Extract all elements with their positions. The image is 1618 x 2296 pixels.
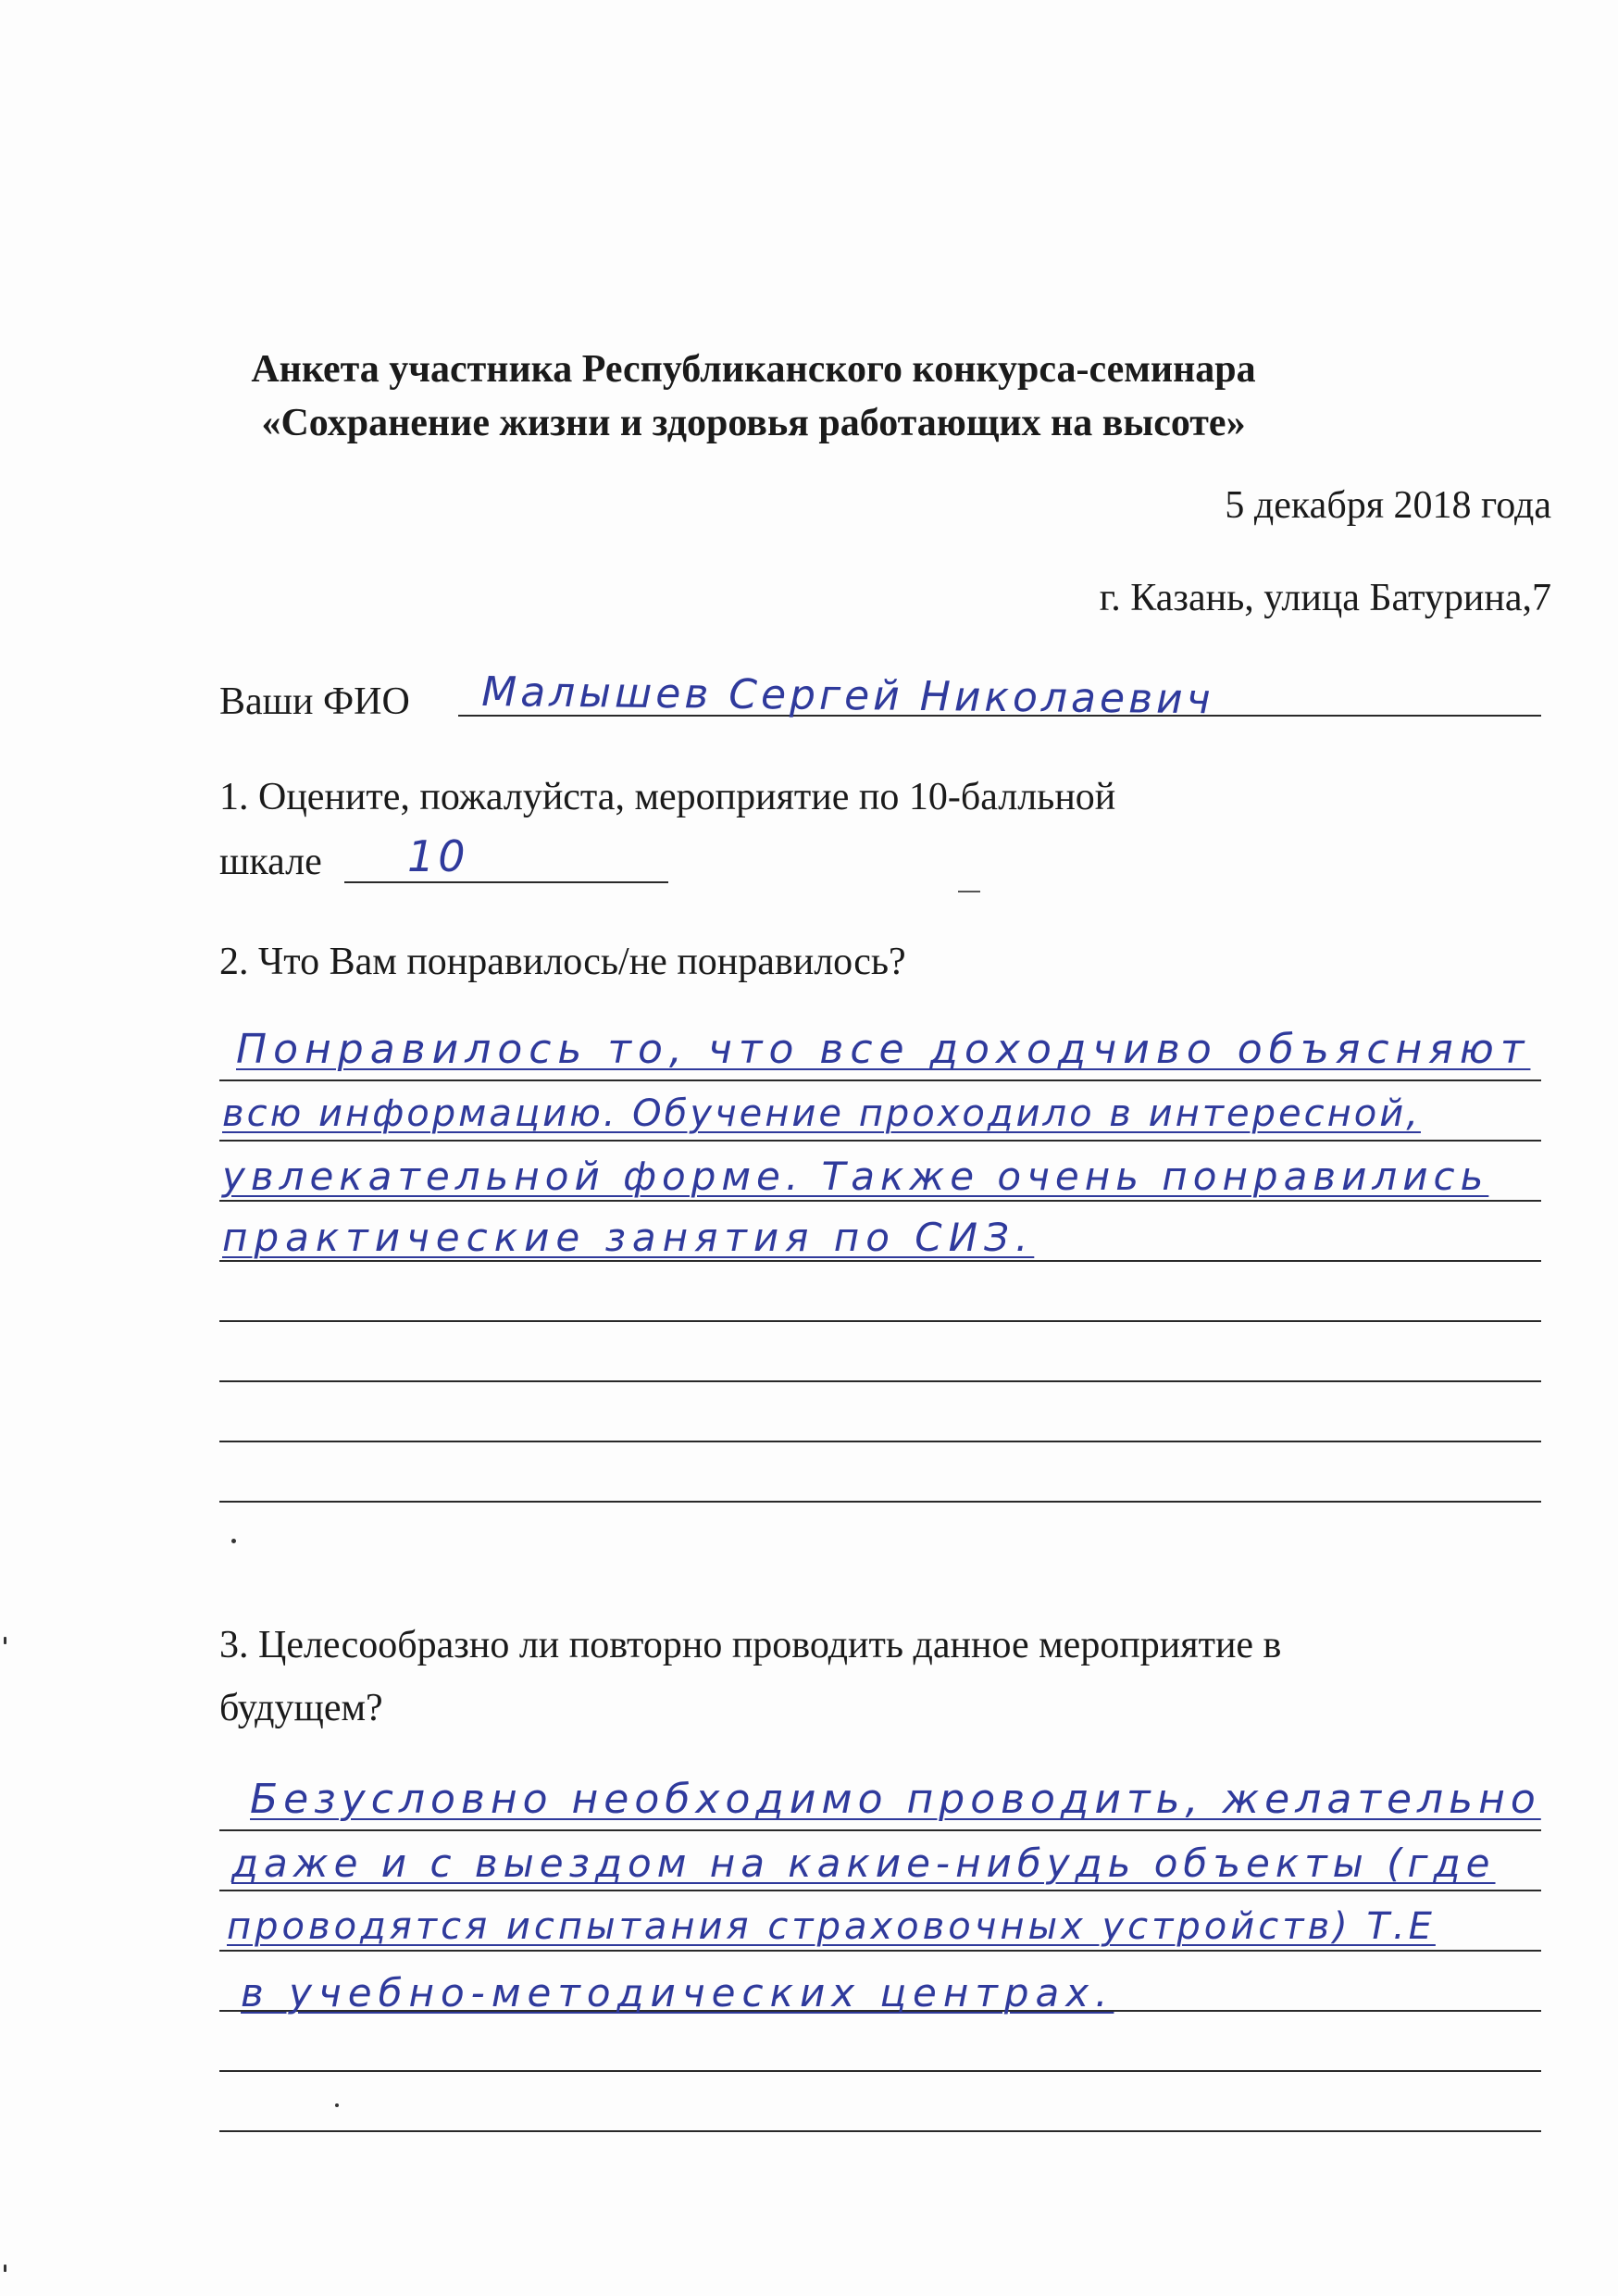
scan-speck [335,2103,339,2107]
q3-answer-line-3: проводятся испытания страховочных устройств) Т.Е [227,1905,1436,1948]
form-title-line-1: Анкета участника Республиканского конкурса-семинара [251,348,1256,391]
q3-rule-6 [219,2130,1541,2132]
scan-speck [231,1539,236,1543]
q1-text-line-2: шкале [219,841,322,883]
q2-rule-1 [219,1079,1541,1081]
event-date: 5 декабря 2018 года [1225,484,1551,527]
q3-rule-2 [219,1890,1541,1891]
q1-text-line-1: 1. Оцените, пожалуйста, мероприятие по 10-балльной [219,776,1116,818]
q3-text-line-2: будущем? [219,1687,383,1729]
q3-rule-3 [219,1950,1541,1952]
q2-rule-5 [219,1320,1541,1322]
q2-text: 2. Что Вам понравилось/не понравилось? [219,941,906,983]
q2-rule-6 [219,1380,1541,1382]
q2-answer-line-2: всю информацию. Обучение проходило в интересной, [222,1092,1421,1135]
q1-answer: 10 [407,831,469,881]
scan-edge-mark [4,1637,6,1644]
q1-rule [344,881,668,883]
q3-answer-line-4: в учебно-методических центрах. [241,1970,1114,2015]
stray-mark [958,891,980,892]
q3-answer-line-1: Безусловно необходимо проводить, желательно [250,1776,1541,1823]
q2-rule-4 [219,1260,1541,1262]
q2-answer-line-4: практические занятия по СИЗ. [222,1215,1035,1260]
q3-answer-line-2: даже и с выездом на какие-нибудь объекты (где [231,1841,1496,1886]
form-title [0,343,1562,450]
q2-rule-8 [219,1501,1541,1503]
q2-answer-line-1: Понравилось то, что все доходчиво объясняют [236,1026,1531,1073]
form-title-line-2: «Сохранение жизни и здоровья работающих на высоте» [261,402,1246,444]
fio-value: Малышев Сергей Николаевич [481,668,1214,724]
q2-rule-7 [219,1441,1541,1442]
fio-label: Ваши ФИО [219,680,410,723]
q2-rule-3 [219,1200,1541,1202]
q2-rule-2 [219,1140,1541,1142]
scan-edge-mark [4,2265,6,2272]
event-place: г. Казань, улица Батурина,7 [1099,577,1551,619]
q3-text-line-1: 3. Целесообразно ли повторно проводить данное мероприятие в [219,1624,1282,1666]
q3-rule-1 [219,1829,1541,1831]
q3-rule-5 [219,2070,1541,2072]
q2-answer-line-3: увлекательной форме. Также очень понравились [222,1154,1489,1199]
